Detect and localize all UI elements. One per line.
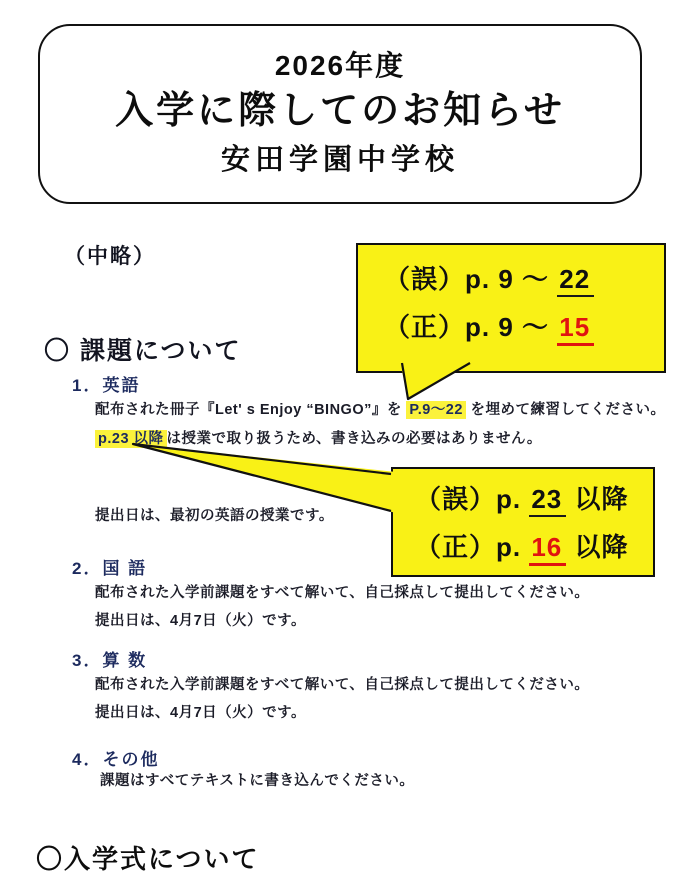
correction2-correct-line (415, 523, 653, 571)
school-name: 安田学園中学校 (220, 143, 459, 176)
sonota-instruction-line: 課題はすべてテキストに書き込んでください。 (100, 773, 415, 789)
english-submit-line: 提出日は、最初の英語の授業です。 (95, 508, 334, 524)
sansu-submit-line: 提出日は、4月7日（火）です。 (95, 705, 306, 721)
kokugo-submit-line: 提出日は、4月7日（火）です。 (95, 613, 306, 629)
english-line1-post: を埋めて練習してください。 (465, 402, 666, 418)
section-label-english: 1．英語 (72, 376, 141, 395)
callout-tail-left-icon (120, 436, 400, 516)
header-box (38, 24, 642, 204)
correction2-error-prefix: （誤）p. (415, 484, 530, 514)
correction2-correct-suffix: 以降 (566, 532, 629, 562)
correction2-error-suffix: 以降 (566, 484, 629, 514)
correction-correct-line (384, 303, 664, 351)
section-label-sansu: 3．算 数 (72, 651, 148, 670)
correction2-error-line (415, 475, 653, 523)
notice-title: 入学に際してのお知らせ (115, 89, 565, 132)
correction-correct-value: 15 (557, 312, 594, 346)
school-year: 2026年度 (274, 50, 406, 82)
english-line1-highlight: P.9～22 (406, 401, 466, 419)
assignments-heading: 〇 課題について (44, 337, 242, 365)
section-label-kokugo: 2．国 語 (72, 559, 148, 578)
correction2-correct-prefix: （正）p. (415, 532, 530, 562)
english-line1-pre: 配布された冊子『Let' s Enjoy “BINGO”』を (95, 402, 407, 418)
ceremony-heading: 〇入学式について (36, 844, 260, 874)
correction-error-line (384, 255, 664, 303)
correction-correct-prefix: （正）p. 9 ～ (384, 312, 558, 342)
correction-error-value: 22 (557, 264, 594, 297)
correction2-error-value: 23 (529, 484, 566, 517)
correction2-correct-value: 16 (529, 532, 566, 566)
callout-tail-down-icon (356, 362, 496, 402)
kokugo-instruction-line: 配布された入学前課題をすべて解いて、自己採点して提出してください。 (95, 585, 590, 601)
correction-error-prefix: （誤）p. 9 ～ (384, 264, 558, 294)
english-line2-post: は授業で取り扱うため、書き込みの必要はありません。 (166, 431, 542, 447)
correction-callout-page-range (356, 243, 666, 373)
sansu-instruction-line: 配布された入学前課題をすべて解いて、自己採点して提出してください。 (95, 677, 590, 693)
correction-callout-page-start (391, 467, 655, 577)
omission-note: （中略） (64, 245, 156, 268)
section-label-sonota: 4．その他 (72, 750, 160, 769)
english-line2-highlight: p.23 以降 (95, 430, 167, 448)
